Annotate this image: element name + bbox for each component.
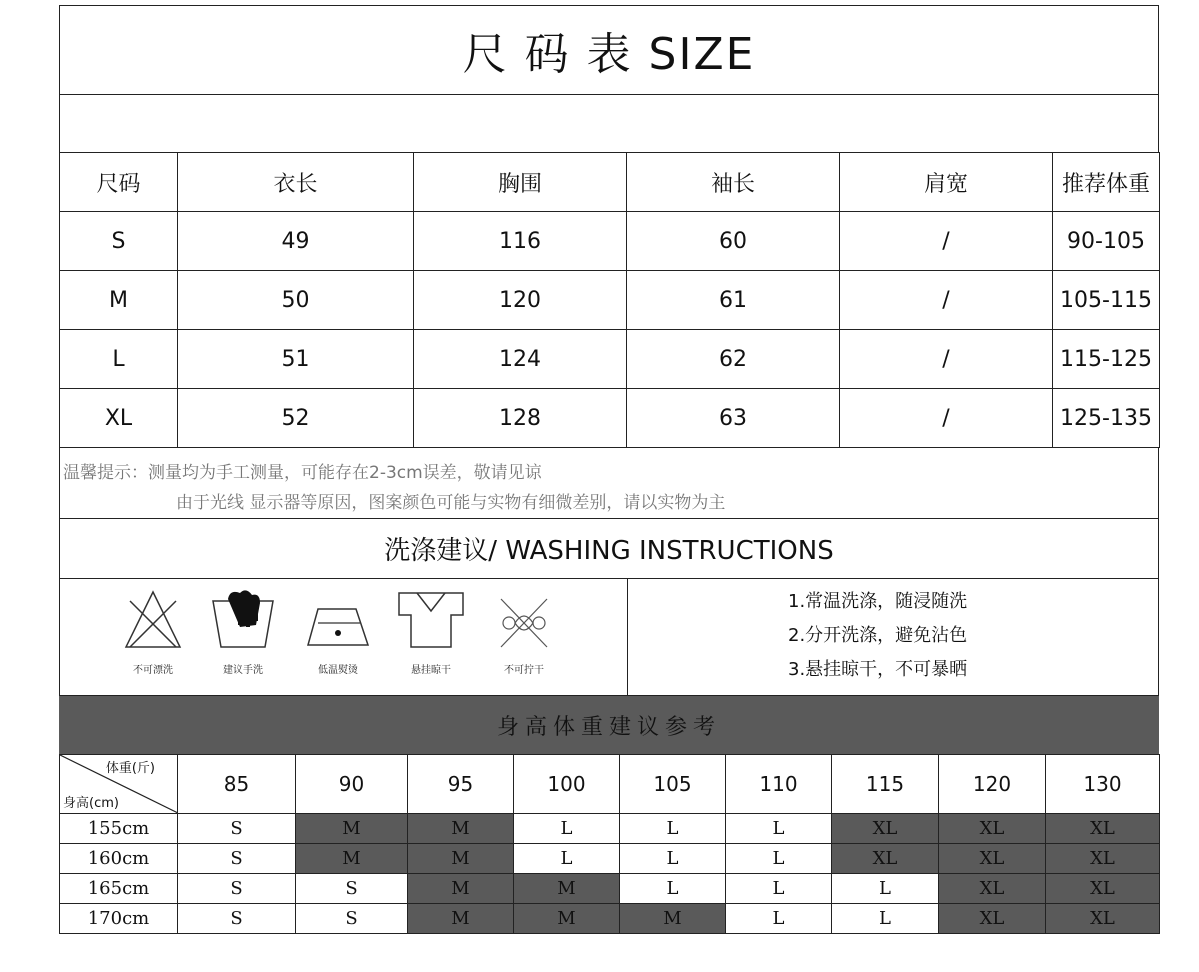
size-cell: L <box>620 814 726 844</box>
size-cell: XL <box>1046 904 1160 934</box>
size-cell: L <box>832 874 939 904</box>
size-cell: S <box>296 904 408 934</box>
table-cell: / <box>840 212 1053 271</box>
weight-header-cell: 100 <box>514 755 620 814</box>
hang-dry-icon <box>395 589 467 651</box>
note-line: 由于光线 显示器等原因，图案颜色可能与实物有细微差别，请以实物为主 <box>176 493 726 513</box>
size-cell: L <box>832 904 939 934</box>
table-row <box>60 212 1160 271</box>
size-cell: XL <box>939 874 1046 904</box>
size-table <box>59 152 1160 448</box>
size-cell: L <box>620 844 726 874</box>
size-cell: XL <box>832 844 939 874</box>
corner-weight-label: 体重(斤) <box>105 761 155 776</box>
size-cell: S <box>178 814 296 844</box>
weight-header-cell: 95 <box>408 755 514 814</box>
size-cell: M <box>296 814 408 844</box>
table-row <box>60 271 1160 330</box>
table-cell: 62 <box>627 330 840 389</box>
size-cell: XL <box>939 814 1046 844</box>
size-cell: M <box>514 874 620 904</box>
size-cell: XL <box>1046 814 1160 844</box>
size-cell: S <box>178 874 296 904</box>
height-cell: 160cm <box>60 844 178 874</box>
note-line: 温馨提示：测量均为手工测量，可能存在2-3cm误差，敬请见谅 <box>63 463 542 483</box>
table-row <box>60 330 1160 389</box>
notes-section <box>59 448 1159 518</box>
washing-tip: 3.悬挂晾干，不可暴晒 <box>788 659 968 680</box>
height-cell: 170cm <box>60 904 178 934</box>
size-cell: L <box>514 814 620 844</box>
weight-header-cell: 110 <box>726 755 832 814</box>
table-cell: 90-105 <box>1053 212 1160 271</box>
reference-table <box>59 754 1160 934</box>
height-cell: 165cm <box>60 874 178 904</box>
size-cell: M <box>408 814 514 844</box>
size-cell: XL <box>939 844 1046 874</box>
size-cell: L <box>726 904 832 934</box>
size-cell: S <box>178 904 296 934</box>
weight-header-cell: 85 <box>178 755 296 814</box>
header-cell: 推荐体重 <box>1053 153 1160 212</box>
table-cell: 50 <box>178 271 414 330</box>
hand-wash-icon <box>210 589 276 651</box>
weight-header-cell: 120 <box>939 755 1046 814</box>
page-title: 尺 码 表 SIZE <box>59 5 1159 94</box>
washing-tip: 2.分开洗涤，避免沾色 <box>788 625 968 646</box>
weight-header-cell: 105 <box>620 755 726 814</box>
care-icon-item <box>113 589 193 676</box>
size-cell: L <box>726 844 832 874</box>
table-cell: / <box>840 271 1053 330</box>
table-cell: 61 <box>627 271 840 330</box>
care-icon-label: 低温熨烫 <box>318 665 358 676</box>
low-iron-icon <box>302 589 374 651</box>
table-cell: S <box>60 212 178 271</box>
table-cell: 51 <box>178 330 414 389</box>
size-cell: XL <box>832 814 939 844</box>
blank-row <box>59 94 1159 152</box>
size-cell: XL <box>939 904 1046 934</box>
size-cell: S <box>178 844 296 874</box>
table-cell: 52 <box>178 389 414 448</box>
table-row <box>60 814 1160 844</box>
table-cell: 124 <box>414 330 627 389</box>
washing-section <box>59 578 1159 696</box>
care-icon-label: 悬挂晾干 <box>411 665 451 676</box>
table-cell: 120 <box>414 271 627 330</box>
size-cell: M <box>296 844 408 874</box>
size-cell: XL <box>1046 844 1160 874</box>
care-icon-label: 不可漂洗 <box>133 665 173 676</box>
reference-header <box>60 755 1160 814</box>
care-icon-label: 建议手洗 <box>223 665 263 676</box>
care-icon-item <box>391 589 471 676</box>
size-cell: L <box>726 874 832 904</box>
washing-title: 洗涤建议/ WASHING INSTRUCTIONS <box>59 518 1159 578</box>
header-cell: 胸围 <box>414 153 627 212</box>
header-cell: 肩宽 <box>840 153 1053 212</box>
care-icon-item <box>298 589 378 676</box>
table-cell: M <box>60 271 178 330</box>
corner-cell <box>60 755 178 814</box>
size-chart-sheet <box>59 5 1159 934</box>
table-cell: XL <box>60 389 178 448</box>
height-cell: 155cm <box>60 814 178 844</box>
table-cell: 60 <box>627 212 840 271</box>
size-table-header <box>60 153 1160 212</box>
size-cell: M <box>620 904 726 934</box>
size-cell: M <box>408 844 514 874</box>
size-cell: XL <box>1046 874 1160 904</box>
header-cell: 袖长 <box>627 153 840 212</box>
care-icons <box>60 579 628 695</box>
table-cell: L <box>60 330 178 389</box>
table-cell: 116 <box>414 212 627 271</box>
table-cell: 128 <box>414 389 627 448</box>
table-cell: / <box>840 330 1053 389</box>
table-row <box>60 389 1160 448</box>
table-cell: 125-135 <box>1053 389 1160 448</box>
size-cell: L <box>726 814 832 844</box>
no-bleach-icon <box>122 589 184 651</box>
washing-tips <box>628 579 1158 695</box>
table-cell: 63 <box>627 389 840 448</box>
table-cell: 105-115 <box>1053 271 1160 330</box>
size-cell: M <box>408 874 514 904</box>
size-cell: M <box>408 904 514 934</box>
weight-header-cell: 130 <box>1046 755 1160 814</box>
table-row <box>60 844 1160 874</box>
size-cell: M <box>514 904 620 934</box>
reference-title: 身高体重建议参考 <box>59 696 1159 754</box>
size-cell: L <box>620 874 726 904</box>
table-row <box>60 874 1160 904</box>
size-cell: S <box>296 874 408 904</box>
care-icon-label: 不可拧干 <box>504 665 544 676</box>
washing-tip: 1.常温洗涤，随浸随洗 <box>788 591 968 612</box>
care-icon-item <box>203 589 283 676</box>
no-wring-icon <box>491 589 557 651</box>
header-cell: 尺码 <box>60 153 178 212</box>
table-cell: 115-125 <box>1053 330 1160 389</box>
weight-header-cell: 115 <box>832 755 939 814</box>
table-cell: / <box>840 389 1053 448</box>
table-row <box>60 904 1160 934</box>
table-cell: 49 <box>178 212 414 271</box>
corner-height-label: 身高(cm) <box>63 796 119 811</box>
size-cell: L <box>514 844 620 874</box>
header-cell: 衣长 <box>178 153 414 212</box>
care-icon-item <box>484 589 564 676</box>
weight-header-cell: 90 <box>296 755 408 814</box>
